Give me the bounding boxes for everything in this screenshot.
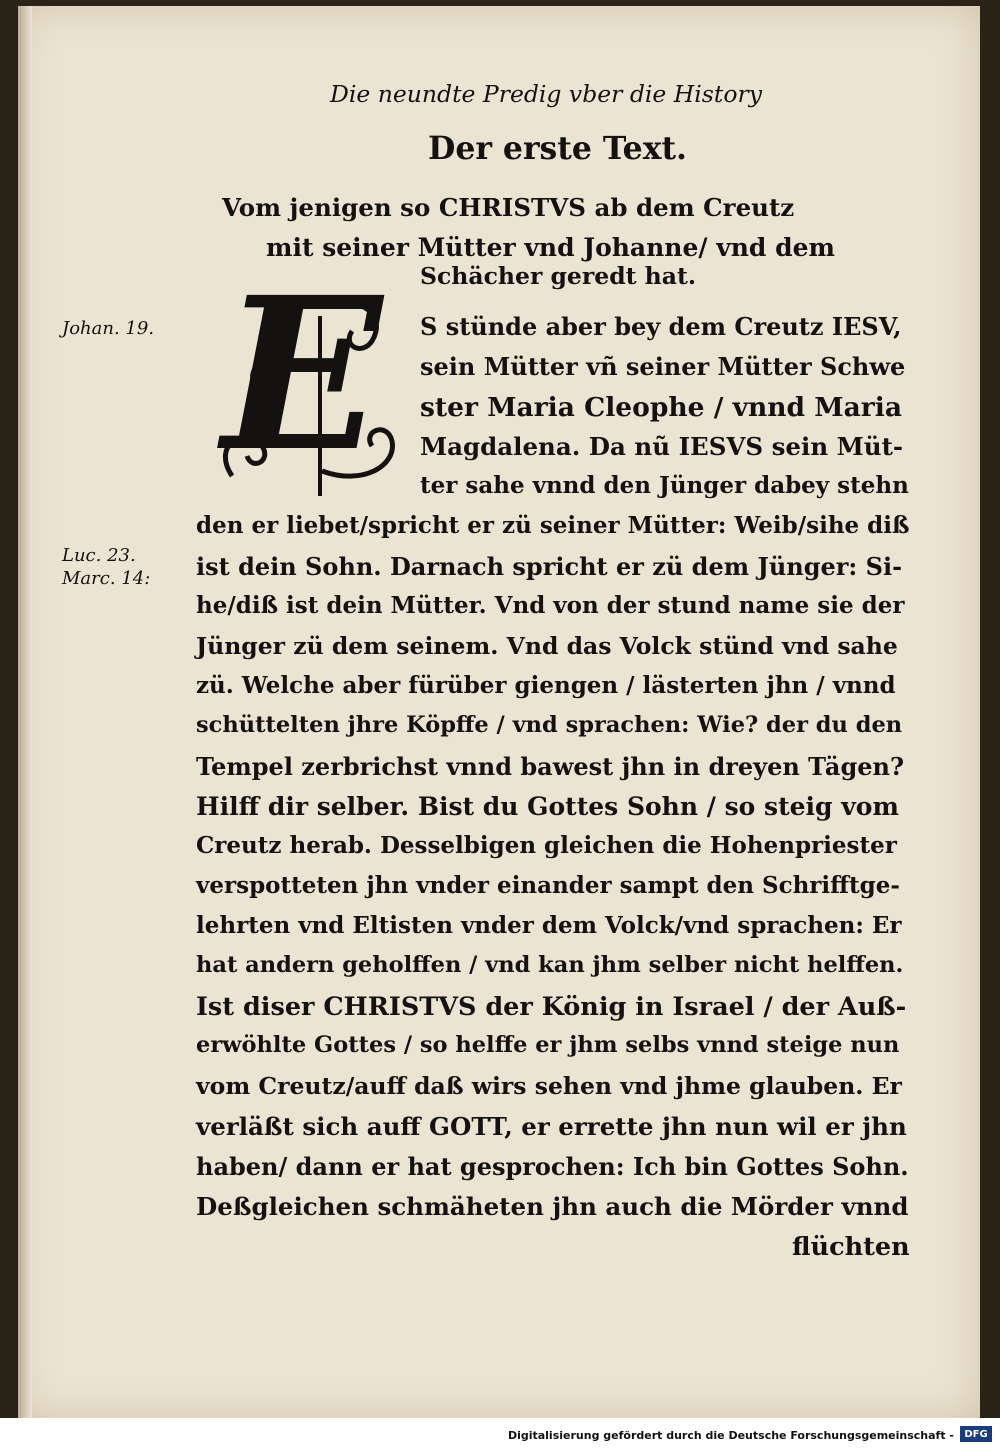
initial-letter: E <box>222 251 383 498</box>
subtitle-line-2: mit seiner Mütter vnd Johanne/ vnd dem <box>266 233 835 262</box>
text-line: ster Maria Cleophe / vnnd Maria <box>420 392 903 423</box>
text-line: Jünger zü dem seinem. Vnd das Volck stünd vnd sahe <box>196 632 898 660</box>
text-line: S stünde aber bey dem Creutz IESV, <box>420 312 902 341</box>
text-line: Creutz herab. Desselbigen gleichen die Hohenpriester <box>196 832 897 859</box>
margin-note: Luc. 23. <box>62 545 136 566</box>
text-line: den er liebet/spricht er zü seiner Mütter: Weib/sihe diß <box>196 512 910 539</box>
text-line: Hilff dir selber. Bist du Gottes Sohn / so steig vom <box>196 792 899 821</box>
decorated-initial <box>212 251 412 506</box>
text-line: Magdalena. Da nũ IESVS sein Müt- <box>420 432 904 461</box>
subtitle-line-1: Vom jenigen so CHRISTVS ab dem Creutz <box>222 193 795 222</box>
chapter-title: Der erste Text. <box>428 130 688 167</box>
text-line: erwöhlte Gottes / so helffe er jhm selbs vnnd steige nun <box>196 1032 900 1058</box>
text-line: haben/ dann er hat gesprochen: Ich bin Gottes Sohn. <box>196 1152 909 1181</box>
page-gutter <box>18 6 32 1418</box>
catchword: flüchten <box>792 1232 910 1262</box>
running-head: Die neundte Predig vber die History <box>330 80 762 108</box>
text-line: ist dein Sohn. Darnach spricht er zü dem Jünger: Si- <box>196 552 903 581</box>
dfg-logo-icon: DFG <box>960 1426 992 1442</box>
text-line: vom Creutz/auff daß wirs sehen vnd jhme glauben. Er <box>196 1072 902 1100</box>
subtitle-line-3: Schächer geredt hat. <box>420 262 697 290</box>
text-line: zü. Welche aber fürüber giengen / lästerten jhn / vnnd <box>196 672 896 699</box>
text-line: he/diß ist dein Mütter. Vnd von der stund name sie der <box>196 592 905 619</box>
text-line: verläßt sich auff GOTT, er errette jhn nun wil er jhn <box>196 1112 907 1141</box>
footer-credit: Digitalisierung gefördert durch die Deutsche Forschungsgemeinschaft - <box>507 1429 954 1442</box>
text-line: sein Mütter vñ seiner Mütter Schwe <box>420 352 906 381</box>
text-line: ter sahe vnnd den Jünger dabey stehn <box>420 472 909 499</box>
text-line: schüttelten jhre Köpffe / vnd sprachen: Wie? der du den <box>196 712 903 738</box>
margin-note: Johan. 19. <box>62 318 155 339</box>
text-line: hat andern geholffen / vnd kan jhm selber nicht helffen. <box>196 952 904 978</box>
margin-note: Marc. 14: <box>62 568 151 589</box>
text-line: Tempel zerbrichst vnnd bawest jhn in dreyen Tägen? <box>196 752 905 781</box>
text-line: Deßgleichen schmäheten jhn auch die Mörder vnnd <box>196 1192 909 1221</box>
text-line: Ist diser CHRISTVS der König in Israel / der Auß- <box>196 992 907 1022</box>
text-line: lehrten vnd Eltisten vnder dem Volck/vnd sprachen: Er <box>196 912 902 939</box>
text-line: verspotteten jhn vnder einander sampt den Schrifftge- <box>196 872 900 899</box>
